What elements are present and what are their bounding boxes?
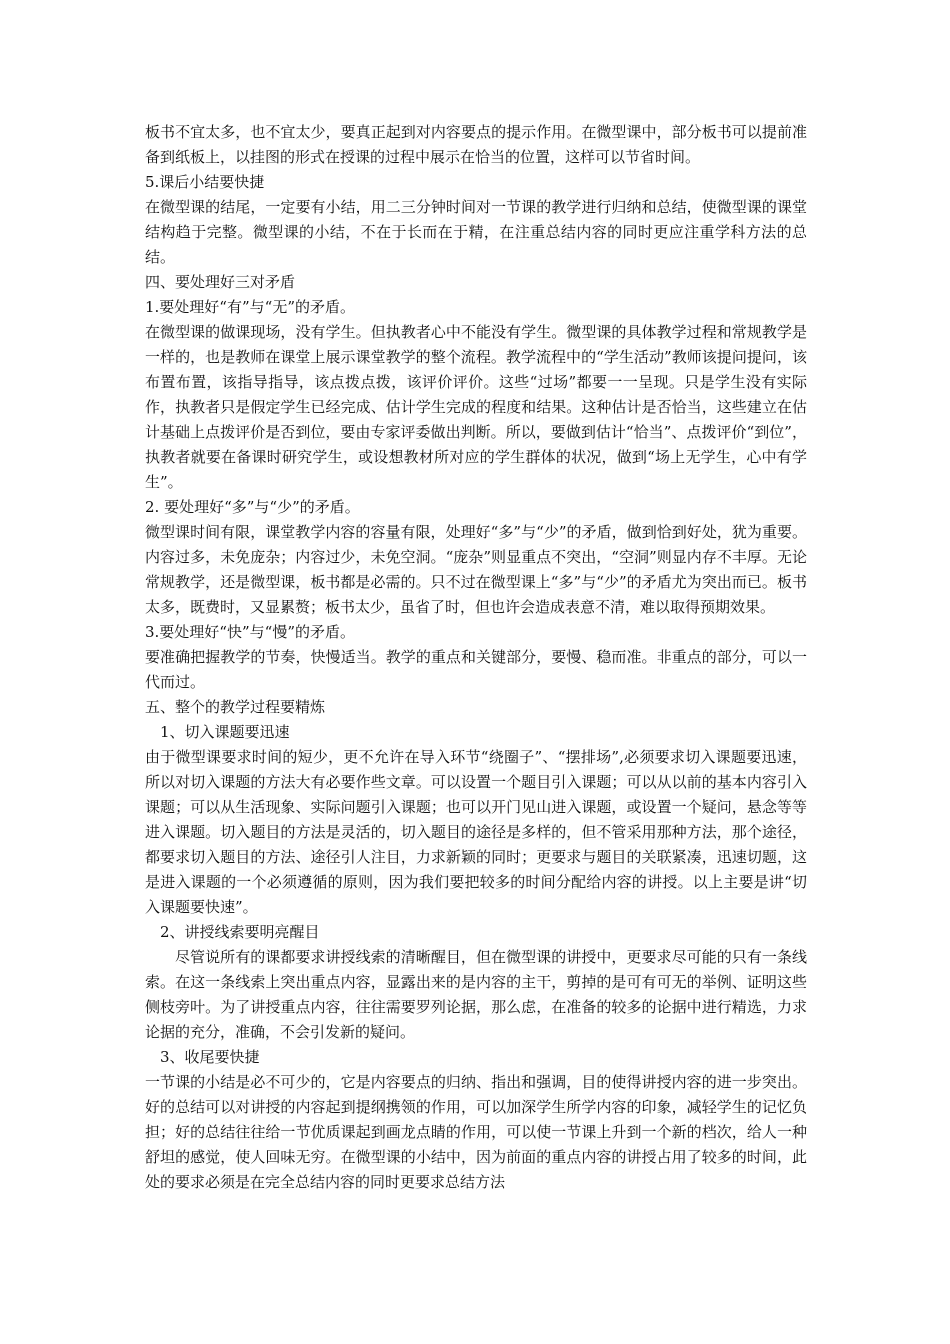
document-page bbox=[145, 120, 807, 1195]
section-heading: 四、要处理好三对矛盾 bbox=[145, 273, 296, 291]
section-heading: 1.要处理好“有”与“无”的矛盾。 bbox=[145, 298, 355, 316]
body-paragraph: 板书不宜太多，也不宜太少，要真正起到对内容要点的提示作用。在微型课中，部分板书可以提前准备到纸板上，以挂图的形式在授课的过程中展示在恰当的位置，这样可以节省时间。 bbox=[145, 123, 807, 166]
section-heading: 3.要处理好“快”与“慢”的矛盾。 bbox=[145, 623, 355, 641]
section-heading: 2. 要处理好“多”与“少”的矛盾。 bbox=[145, 498, 360, 516]
body-paragraph: 要准确把握教学的节奏，快慢适当。教学的重点和关键部分，要慢、稳而准。非重点的部分，可以一代而过。 bbox=[145, 648, 807, 691]
subsection-heading: 1、切入课题要迅速 bbox=[160, 723, 290, 741]
body-paragraph: 在微型课的结尾，一定要有小结，用二三分钟时间对一节课的教学进行归纳和总结，使微型课的课堂结构趋于完整。微型课的小结，不在于长而在于精，在注重总结内容的同时更应注重学科方法的总结。 bbox=[145, 198, 807, 266]
subsection-heading: 3、收尾要快捷 bbox=[160, 1048, 260, 1066]
body-paragraph: 尽管说所有的课都要求讲授线索的清晰醒目，但在微型课的讲授中，更要求尽可能的只有一条线索。在这一条线索上突出重点内容，显露出来的是内容的主干，剪掉的是可有可无的举例、证明这些侧枝旁叶。为了讲授重点内容，往往需要罗列论据，那么虑，在准备的较多的论据中进行精选，力求论据的充分，准确，不会引发新的疑问。 bbox=[145, 948, 807, 1041]
section-heading: 五、整个的教学过程要精炼 bbox=[145, 698, 326, 716]
body-paragraph: 由于微型课要求时间的短少，更不允许在导入环节“绕圈子”、“摆排场”,必须要求切入课题要迅速，所以对切入课题的方法大有必要作些文章。可以设置一个题目引入课题；可以从以前的基本内容引入课题；可以从生活现象、实际问题引入课题；也可以开门见山进入课题，或设置一个疑问，悬念等等进入课题。切入题目的方法是灵活的，切入题目的途径是多样的，但不管采用那种方法，那个途径，都要求切入题目的方法、途径引人注目，力求新颖的同时；更要求与题目的关联紧凑，迅速切题，这是进入课题的一个必须遵循的原则，因为我们要把较多的时间分配给内容的讲授。以上主要是讲“切入课题要快速”。 bbox=[145, 748, 807, 916]
body-paragraph: 一节课的小结是必不可少的，它是内容要点的归纳、指出和强调，目的使得讲授内容的进一步突出。好的总结可以对讲授的内容起到提纲携领的作用，可以加深学生所学内容的印象，减轻学生的记忆负担；好的总结往往给一节优质课起到画龙点睛的作用，可以使一节课上升到一个新的档次，给人一种舒坦的感觉，使人回味无穷。在微型课的小结中，因为前面的重点内容的讲授占用了较多的时间，此处的要求必须是在完全总结内容的同时更要求总结方法 bbox=[145, 1073, 807, 1191]
section-heading: 5.课后小结要快捷 bbox=[145, 173, 265, 191]
body-paragraph: 微型课时间有限，课堂教学内容的容量有限，处理好“多”与“少”的矛盾，做到恰到好处，犹为重要。内容过多，未免庞杂；内容过少，未免空洞。“庞杂”则显重点不突出，“空洞”则显内存不丰厚。无论常规教学，还是微型课，板书都是必需的。只不过在微型课上“多”与“少”的矛盾尤为突出而已。板书太多，既费时，又显累赘；板书太少，虽省了时，但也许会造成表意不清，难以取得预期效果。 bbox=[145, 523, 807, 616]
subsection-heading: 2、讲授线索要明亮醒目 bbox=[160, 923, 320, 941]
body-paragraph: 在微型课的做课现场，没有学生。但执教者心中不能没有学生。微型课的具体教学过程和常规教学是一样的，也是教师在课堂上展示课堂教学的整个流程。教学流程中的“学生活动”教师该提问提问，该布置布置，该指导指导，该点拨点拨，该评价评价。这些“过场”都要一一呈现。只是学生没有实际作，执教者只是假定学生已经完成、估计学生完成的程度和结果。这种估计是否恰当，这些建立在估计基础上点拨评价是否到位，要由专家评委做出判断。所以，要做到估计“恰当”、点拨评价“到位”，执教者就要在备课时研究学生，或设想教材所对应的学生群体的状况，做到“场上无学生，心中有学生”。 bbox=[145, 323, 807, 491]
